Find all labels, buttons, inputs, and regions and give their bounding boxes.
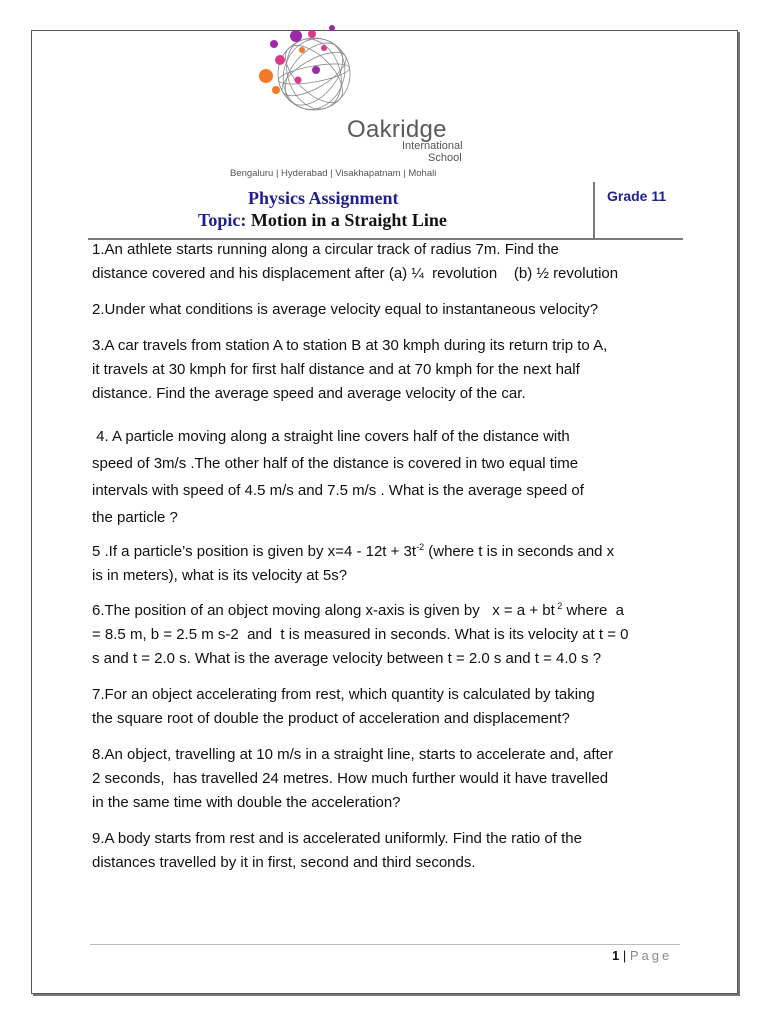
assignment-header bbox=[88, 182, 681, 238]
school-logo bbox=[230, 22, 492, 182]
school-subtitle-2: School bbox=[428, 152, 462, 164]
question-9: 9.A body starts from rest and is accelerated uniformly. Find the ratio of the distances travelled by it in first, second and third seconds. bbox=[92, 830, 582, 871]
school-name: Oakridge bbox=[347, 116, 447, 143]
page-separator: | bbox=[619, 948, 630, 963]
question-1: 1.An athlete starts running along a circular track of radius 7m. Find the distance covered and his displacement after (a) ¼ revolution (b) ½ revolution bbox=[92, 241, 619, 282]
grade-label: Grade 11 bbox=[607, 188, 667, 204]
question-6-part-a: 6.The position of an object moving along x-axis is given by x = a + bt bbox=[92, 602, 555, 619]
topic-line bbox=[198, 210, 447, 231]
assignment-title: Physics Assignment bbox=[248, 188, 399, 208]
page-word: Page bbox=[629, 948, 673, 963]
school-subtitle-1: International bbox=[402, 140, 463, 152]
question-6-part-b: where a = 8.5 m, b = 2.5 m s-2 and t is measured in seconds. What is its velocity at t = 0 s and t = 2.0 s. What is the average velocity between t = 2.0 s and t = 4.0 s ? bbox=[92, 602, 629, 667]
topic-text: Motion in a Straight Line bbox=[246, 210, 447, 230]
question-5 bbox=[92, 540, 614, 588]
question-2: 2.Under what conditions is average velocity equal to instantaneous velocity? bbox=[92, 301, 599, 318]
question-4: 4. A particle moving along a straight line covers half of the distance with speed of 3m/s .The other half of the distance is covered in two equal time intervals with speed of 4.5 m/s and 7.5 m/s . What is the average speed of the particle ? bbox=[92, 428, 584, 526]
page-number: 1 bbox=[612, 948, 620, 963]
question-6-exponent: 2 bbox=[554, 601, 563, 611]
school-cities: Bengaluru | Hyderabad | Visakhapatnam | Mohali bbox=[230, 168, 437, 179]
question-5-part-a: 5 .If a particle’s position is given by x=4 - 12t + 3t bbox=[92, 543, 417, 560]
logo-globe-icon bbox=[252, 22, 492, 122]
question-8: 8.An object, travelling at 10 m/s in a straight line, starts to accelerate and, after 2 seconds, has travelled 24 metres. How much further would it have travelled in the same time with double the acceleration? bbox=[92, 746, 614, 811]
question-7: 7.For an object accelerating from rest, which quantity is calculated by taking the square root of double the product of acceleration and displacement? bbox=[92, 686, 595, 727]
topic-label: Topic: bbox=[198, 210, 247, 230]
question-5-part-b: (where t is in seconds and x is in meters), what is its velocity at 5s? bbox=[92, 543, 615, 584]
question-5-exponent: -2 bbox=[416, 542, 425, 552]
page-footer bbox=[612, 948, 672, 963]
question-6 bbox=[92, 599, 629, 671]
header-title-cell bbox=[88, 182, 593, 240]
footer-divider bbox=[90, 944, 680, 945]
question-3: 3.A car travels from station A to station B at 30 kmph during its return trip to A, it travels at 30 kmph for first half distance and at 70 kmph for the next half distance. Find the average speed and average velocity of the car. bbox=[92, 337, 608, 402]
header-grade-cell bbox=[593, 182, 683, 240]
